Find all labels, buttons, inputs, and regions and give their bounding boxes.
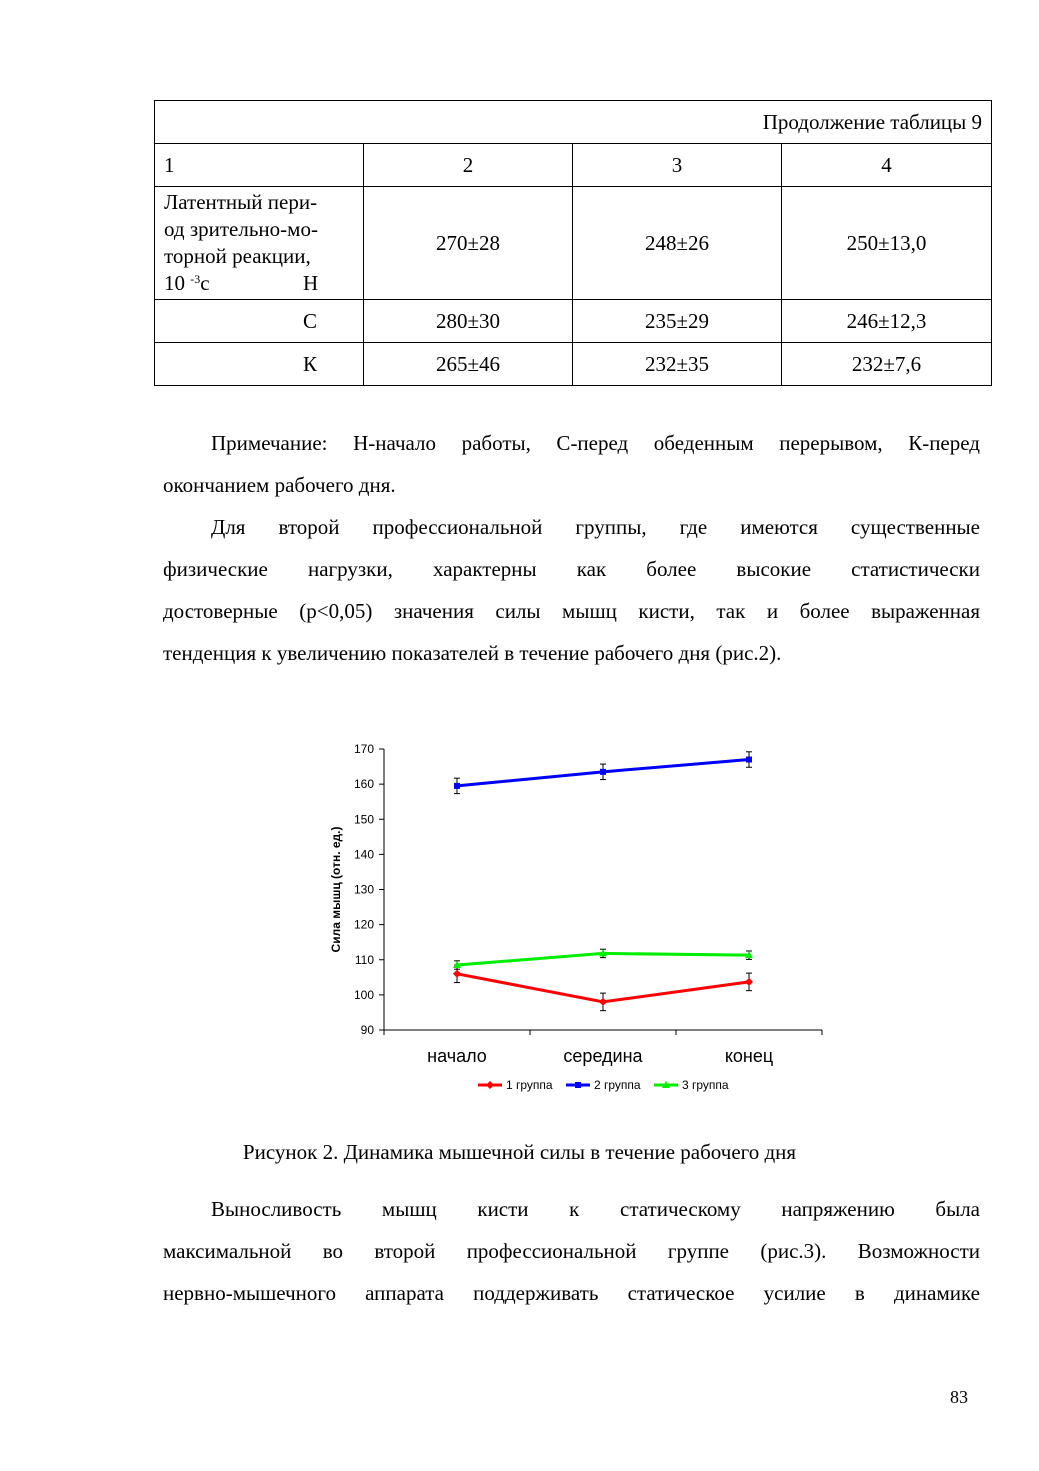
series-2 [454,752,752,794]
table-note: Примечание: Н-начало работы, С-перед обеденным перерывом, К-перед окончанием рабочего дня. [163,431,980,497]
table-row [155,187,992,300]
data-point [453,970,461,978]
legend-label: 1 группа [506,1078,553,1092]
y-tick-label: 130 [353,882,374,897]
x-tick-label: конец [724,1046,774,1066]
table-cell: 232±7,6 [782,343,992,386]
y-tick-label: 160 [353,777,374,792]
table-cell: 235±29 [573,300,782,343]
table-cell: 270±28 [364,187,573,300]
row-marker-n: Н [303,271,319,295]
y-tick-label: 90 [360,1023,374,1037]
row-label: Латентный пери- од зрительно-мо- торной реакции, 10 $^{-3}$с Н [164,189,354,297]
muscle-strength-chart [320,735,840,1105]
data-table [154,100,992,386]
series-1 [453,965,753,1011]
paragraph-2: Выносливость мышц кисти к статическому напряжению была максимальной во второй профессиональной группе (рис.3). Возможности нервно-мышечного аппарата поддерживать статическое усилие в динамике [163,1197,980,1305]
col-number-1: 1 [155,144,364,187]
y-tick-label: 120 [353,917,374,932]
paragraph-1: Для второй профессиональной группы, где имеются существенные физические нагрузки, характерны как более высокие статистически достоверные (р<0,05) значения силы мышц кисти, так и более выраженная тенденция к увеличению показателей в течение рабочего дня (рис.2). [163,515,980,665]
data-point [599,998,607,1006]
table-cell: 250±13,0 [782,187,992,300]
col-number-2: 2 [364,144,573,187]
col-number-3: 3 [573,144,782,187]
figure-caption: Рисунок 2. Динамика мышечной силы в течение рабочего дня [242,1140,797,1164]
legend-marker [575,1082,581,1088]
page-number: 83 [950,1387,968,1407]
y-tick-label: 100 [353,987,374,1002]
x-tick-label: начало [427,1046,487,1066]
legend-label: 2 группа [594,1078,641,1092]
chart-series [453,752,753,1011]
legend-entry [566,1078,641,1092]
legend-marker [486,1081,494,1089]
data-point [745,978,753,986]
table-cell: 248±26 [573,187,782,300]
series-3 [453,949,753,969]
data-point [600,769,606,775]
col-number-4: 4 [782,144,992,187]
chart-legend [478,1078,729,1092]
x-tick-label: середина [563,1046,643,1066]
table-cell: 232±35 [573,343,782,386]
y-tick-label: 110 [354,952,374,967]
row-marker-k: К [155,343,364,386]
legend-entry [654,1078,729,1092]
legend-label: 3 группа [682,1078,729,1092]
y-tick-label: 140 [353,847,374,862]
legend-entry [478,1078,553,1092]
table-row [155,343,992,386]
table-cell: 246±12,3 [782,300,992,343]
data-point [454,783,460,789]
row-label-cell [155,187,364,300]
y-tick-label: 170 [353,742,374,756]
y-tick-label: 150 [353,812,374,827]
row-label-unit: 10 $^{-3}$с Н [164,271,319,295]
row-marker-s: С [155,300,364,343]
data-point [746,757,752,763]
table-cell: 265±46 [364,343,573,386]
y-axis-label: Сила мышц (отн. ед.) [329,826,343,953]
table-row [155,300,992,343]
table-cell: 280±30 [364,300,573,343]
table-continuation-title: Продолжение таблицы 9 [155,101,992,144]
chart-axes [329,742,822,1066]
